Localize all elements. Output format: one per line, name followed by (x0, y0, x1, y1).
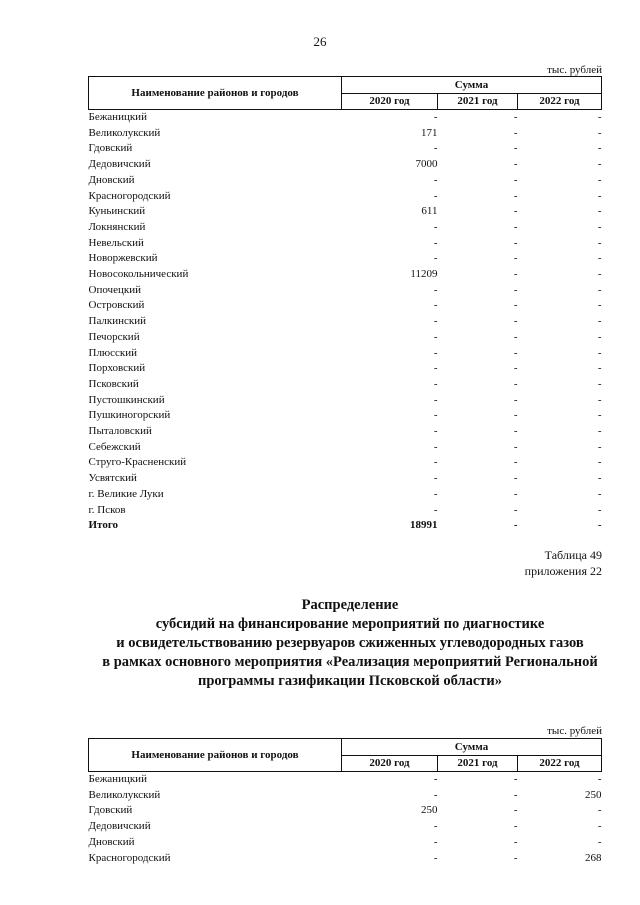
district-name: Новосокольнический (88, 268, 189, 281)
district-name: Бежаницкий (88, 773, 147, 785)
value-2022: - (597, 220, 602, 233)
value-2020: 611 (421, 205, 438, 218)
district-name: Гдовский (88, 142, 133, 155)
table-row (89, 314, 602, 330)
table-row (89, 772, 602, 788)
value-2020: - (433, 346, 438, 359)
district-name: Дновский (88, 835, 135, 848)
table-row (89, 141, 602, 157)
district-name: Дновский (88, 173, 135, 186)
value-2022: - (597, 425, 602, 438)
value-2020: - (433, 173, 438, 186)
table-row (89, 424, 602, 440)
total-label: Итого (88, 519, 119, 532)
header-year-2020: 2020 год (342, 755, 438, 772)
value-2021: - (513, 220, 518, 233)
value-2020: - (433, 377, 438, 390)
value-2020: 250 (421, 804, 438, 817)
table-row (89, 440, 602, 456)
value-2022: - (597, 487, 602, 500)
value-2021: - (513, 788, 518, 801)
table-row (89, 110, 602, 126)
table-row (89, 788, 602, 804)
value-2022: - (597, 315, 602, 328)
value-2020: - (433, 788, 438, 801)
value-2020: - (433, 503, 438, 516)
table-row (89, 126, 602, 142)
table-row (89, 819, 602, 835)
value-2020: - (433, 252, 438, 265)
district-name: Гдовский (88, 804, 133, 817)
value-2022: - (597, 503, 602, 516)
value-2022: - (597, 299, 602, 312)
value-2021: - (513, 409, 518, 422)
value-2021: - (513, 330, 518, 343)
value-2021: - (513, 503, 518, 516)
value-2022: - (597, 158, 602, 171)
table-caption (525, 547, 602, 579)
table-row (89, 803, 602, 819)
units-label-2: тыс. рублей (547, 725, 602, 737)
title-line-1: Распределение (301, 597, 399, 613)
table-row (89, 377, 602, 393)
value-2021: - (513, 252, 518, 265)
value-2021: - (513, 158, 518, 171)
table-row (89, 471, 602, 487)
district-name: Новоржевский (88, 252, 158, 265)
page-number: 26 (313, 34, 327, 49)
value-2020: - (433, 851, 438, 864)
value-2020: - (433, 456, 438, 469)
header-year-2021: 2021 год (438, 755, 518, 772)
district-name: Палкинский (88, 315, 147, 328)
table-row (89, 157, 602, 173)
value-2022: - (597, 268, 602, 281)
table-row (89, 487, 602, 503)
section-title (80, 596, 620, 691)
district-name: Локнянский (88, 220, 146, 233)
district-name: Дедовичский (88, 158, 151, 171)
value-2020: - (433, 440, 438, 453)
value-2022: - (597, 393, 602, 406)
value-2022: - (597, 377, 602, 390)
value-2022: - (597, 519, 602, 532)
value-2020: 7000 (415, 158, 438, 171)
value-2020: 18991 (410, 519, 438, 532)
district-name: Опочецкий (88, 283, 141, 296)
value-2020: - (433, 835, 438, 848)
value-2021: - (513, 268, 518, 281)
value-2022: 268 (585, 851, 602, 864)
value-2022: - (597, 173, 602, 186)
value-2022: - (597, 205, 602, 218)
header-sum: Сумма (342, 739, 602, 756)
district-name: г. Псков (88, 503, 126, 516)
value-2022: - (597, 804, 602, 817)
value-2021: - (513, 804, 518, 817)
table-row (89, 835, 602, 851)
table-1-body (89, 110, 602, 534)
district-name: Куньинский (88, 205, 146, 218)
table-row (89, 851, 602, 867)
value-2020: - (433, 299, 438, 312)
value-2021: - (513, 126, 518, 139)
value-2022: - (597, 252, 602, 265)
value-2021: - (513, 205, 518, 218)
value-2021: - (513, 377, 518, 390)
title-line-4: в рамках основного мероприятия «Реализация мероприятий Региональной (102, 654, 598, 670)
table-row (89, 220, 602, 236)
value-2021: - (513, 851, 518, 864)
value-2022: - (597, 126, 602, 139)
value-2020: - (433, 425, 438, 438)
value-2020: - (433, 189, 438, 202)
value-2021: - (513, 440, 518, 453)
table-row (89, 189, 602, 205)
table-row (89, 455, 602, 471)
value-2020: - (433, 315, 438, 328)
district-name: Пушкиногорский (88, 409, 171, 422)
district-name: Великолукский (88, 126, 161, 139)
caption-appendix: приложения 22 (524, 564, 602, 578)
header-sum: Сумма (342, 77, 602, 94)
units-label: тыс. рублей (547, 64, 602, 76)
table-2-body (89, 772, 602, 867)
value-2021: - (513, 111, 518, 123)
value-2021: - (513, 519, 518, 532)
value-2021: - (513, 820, 518, 833)
district-name: Печорский (88, 330, 140, 343)
district-table-2 (88, 738, 602, 866)
table-total-row (89, 518, 602, 534)
value-2020: - (433, 142, 438, 155)
district-name: Бежаницкий (88, 111, 147, 123)
value-2022: - (597, 283, 602, 296)
value-2020: 171 (421, 126, 438, 139)
value-2021: - (513, 236, 518, 249)
table-row (89, 393, 602, 409)
value-2020: 11209 (410, 268, 438, 281)
title-line-2: субсидий на финансирование мероприятий по диагностике (155, 616, 545, 632)
district-name: Плюсский (88, 346, 138, 359)
district-name: Усвятский (88, 472, 137, 485)
value-2021: - (513, 456, 518, 469)
value-2021: - (513, 283, 518, 296)
header-year-2021: 2021 год (438, 93, 518, 110)
value-2021: - (513, 362, 518, 375)
value-2022: 250 (585, 788, 602, 801)
value-2022: - (597, 330, 602, 343)
value-2020: - (433, 472, 438, 485)
caption-table-number: Таблица 49 (544, 548, 602, 562)
header-year-2022: 2022 год (518, 755, 602, 772)
value-2021: - (513, 472, 518, 485)
value-2022: - (597, 472, 602, 485)
value-2020: - (433, 236, 438, 249)
district-name: Струго-Красненский (88, 456, 187, 469)
value-2022: - (597, 773, 602, 785)
table-row (89, 408, 602, 424)
value-2021: - (513, 487, 518, 500)
district-name: Островский (88, 299, 145, 312)
value-2022: - (597, 142, 602, 155)
district-name: Красногородский (88, 189, 171, 202)
district-name: Дедовичский (88, 820, 151, 833)
table-row (89, 330, 602, 346)
district-name: Красногородский (88, 851, 171, 864)
district-table-1 (88, 76, 602, 534)
value-2021: - (513, 189, 518, 202)
value-2022: - (597, 456, 602, 469)
value-2020: - (433, 330, 438, 343)
header-district-name: Наименование районов и городов (89, 77, 342, 110)
value-2020: - (433, 220, 438, 233)
value-2021: - (513, 425, 518, 438)
value-2021: - (513, 142, 518, 155)
value-2020: - (433, 409, 438, 422)
value-2020: - (433, 362, 438, 375)
value-2020: - (433, 487, 438, 500)
header-year-2022: 2022 год (518, 93, 602, 110)
value-2021: - (513, 173, 518, 186)
value-2022: - (597, 835, 602, 848)
value-2021: - (513, 315, 518, 328)
value-2022: - (597, 346, 602, 359)
table-row (89, 204, 602, 220)
value-2020: - (433, 773, 438, 785)
value-2022: - (597, 820, 602, 833)
table-row (89, 251, 602, 267)
table-row (89, 346, 602, 362)
value-2020: - (433, 820, 438, 833)
table-row (89, 236, 602, 252)
value-2021: - (513, 835, 518, 848)
value-2022: - (597, 409, 602, 422)
title-line-5: программы газификации Псковской области» (197, 673, 503, 689)
table-row (89, 267, 602, 283)
header-year-2020: 2020 год (342, 93, 438, 110)
table-row (89, 298, 602, 314)
value-2021: - (513, 773, 518, 785)
district-name: Пустошкинский (88, 393, 165, 406)
value-2020: - (433, 111, 438, 123)
table-row (89, 503, 602, 519)
value-2021: - (513, 393, 518, 406)
table-row (89, 173, 602, 189)
value-2022: - (597, 362, 602, 375)
value-2022: - (597, 440, 602, 453)
value-2022: - (597, 111, 602, 123)
value-2022: - (597, 189, 602, 202)
district-name: Великолукский (88, 788, 161, 801)
title-line-3: и освидетельствованию резервуаров сжиженных углеводородных газов (116, 635, 584, 651)
district-name: г. Великие Луки (88, 487, 164, 500)
district-name: Псковский (88, 377, 139, 390)
value-2021: - (513, 299, 518, 312)
value-2020: - (433, 283, 438, 296)
value-2022: - (597, 236, 602, 249)
district-name: Пыталовский (88, 425, 152, 438)
district-name: Невельский (88, 236, 144, 249)
header-district-name: Наименование районов и городов (89, 739, 342, 772)
district-name: Себежский (88, 440, 141, 453)
table-row (89, 283, 602, 299)
value-2021: - (513, 346, 518, 359)
district-name: Порховский (88, 362, 146, 375)
table-row (89, 361, 602, 377)
value-2020: - (433, 393, 438, 406)
